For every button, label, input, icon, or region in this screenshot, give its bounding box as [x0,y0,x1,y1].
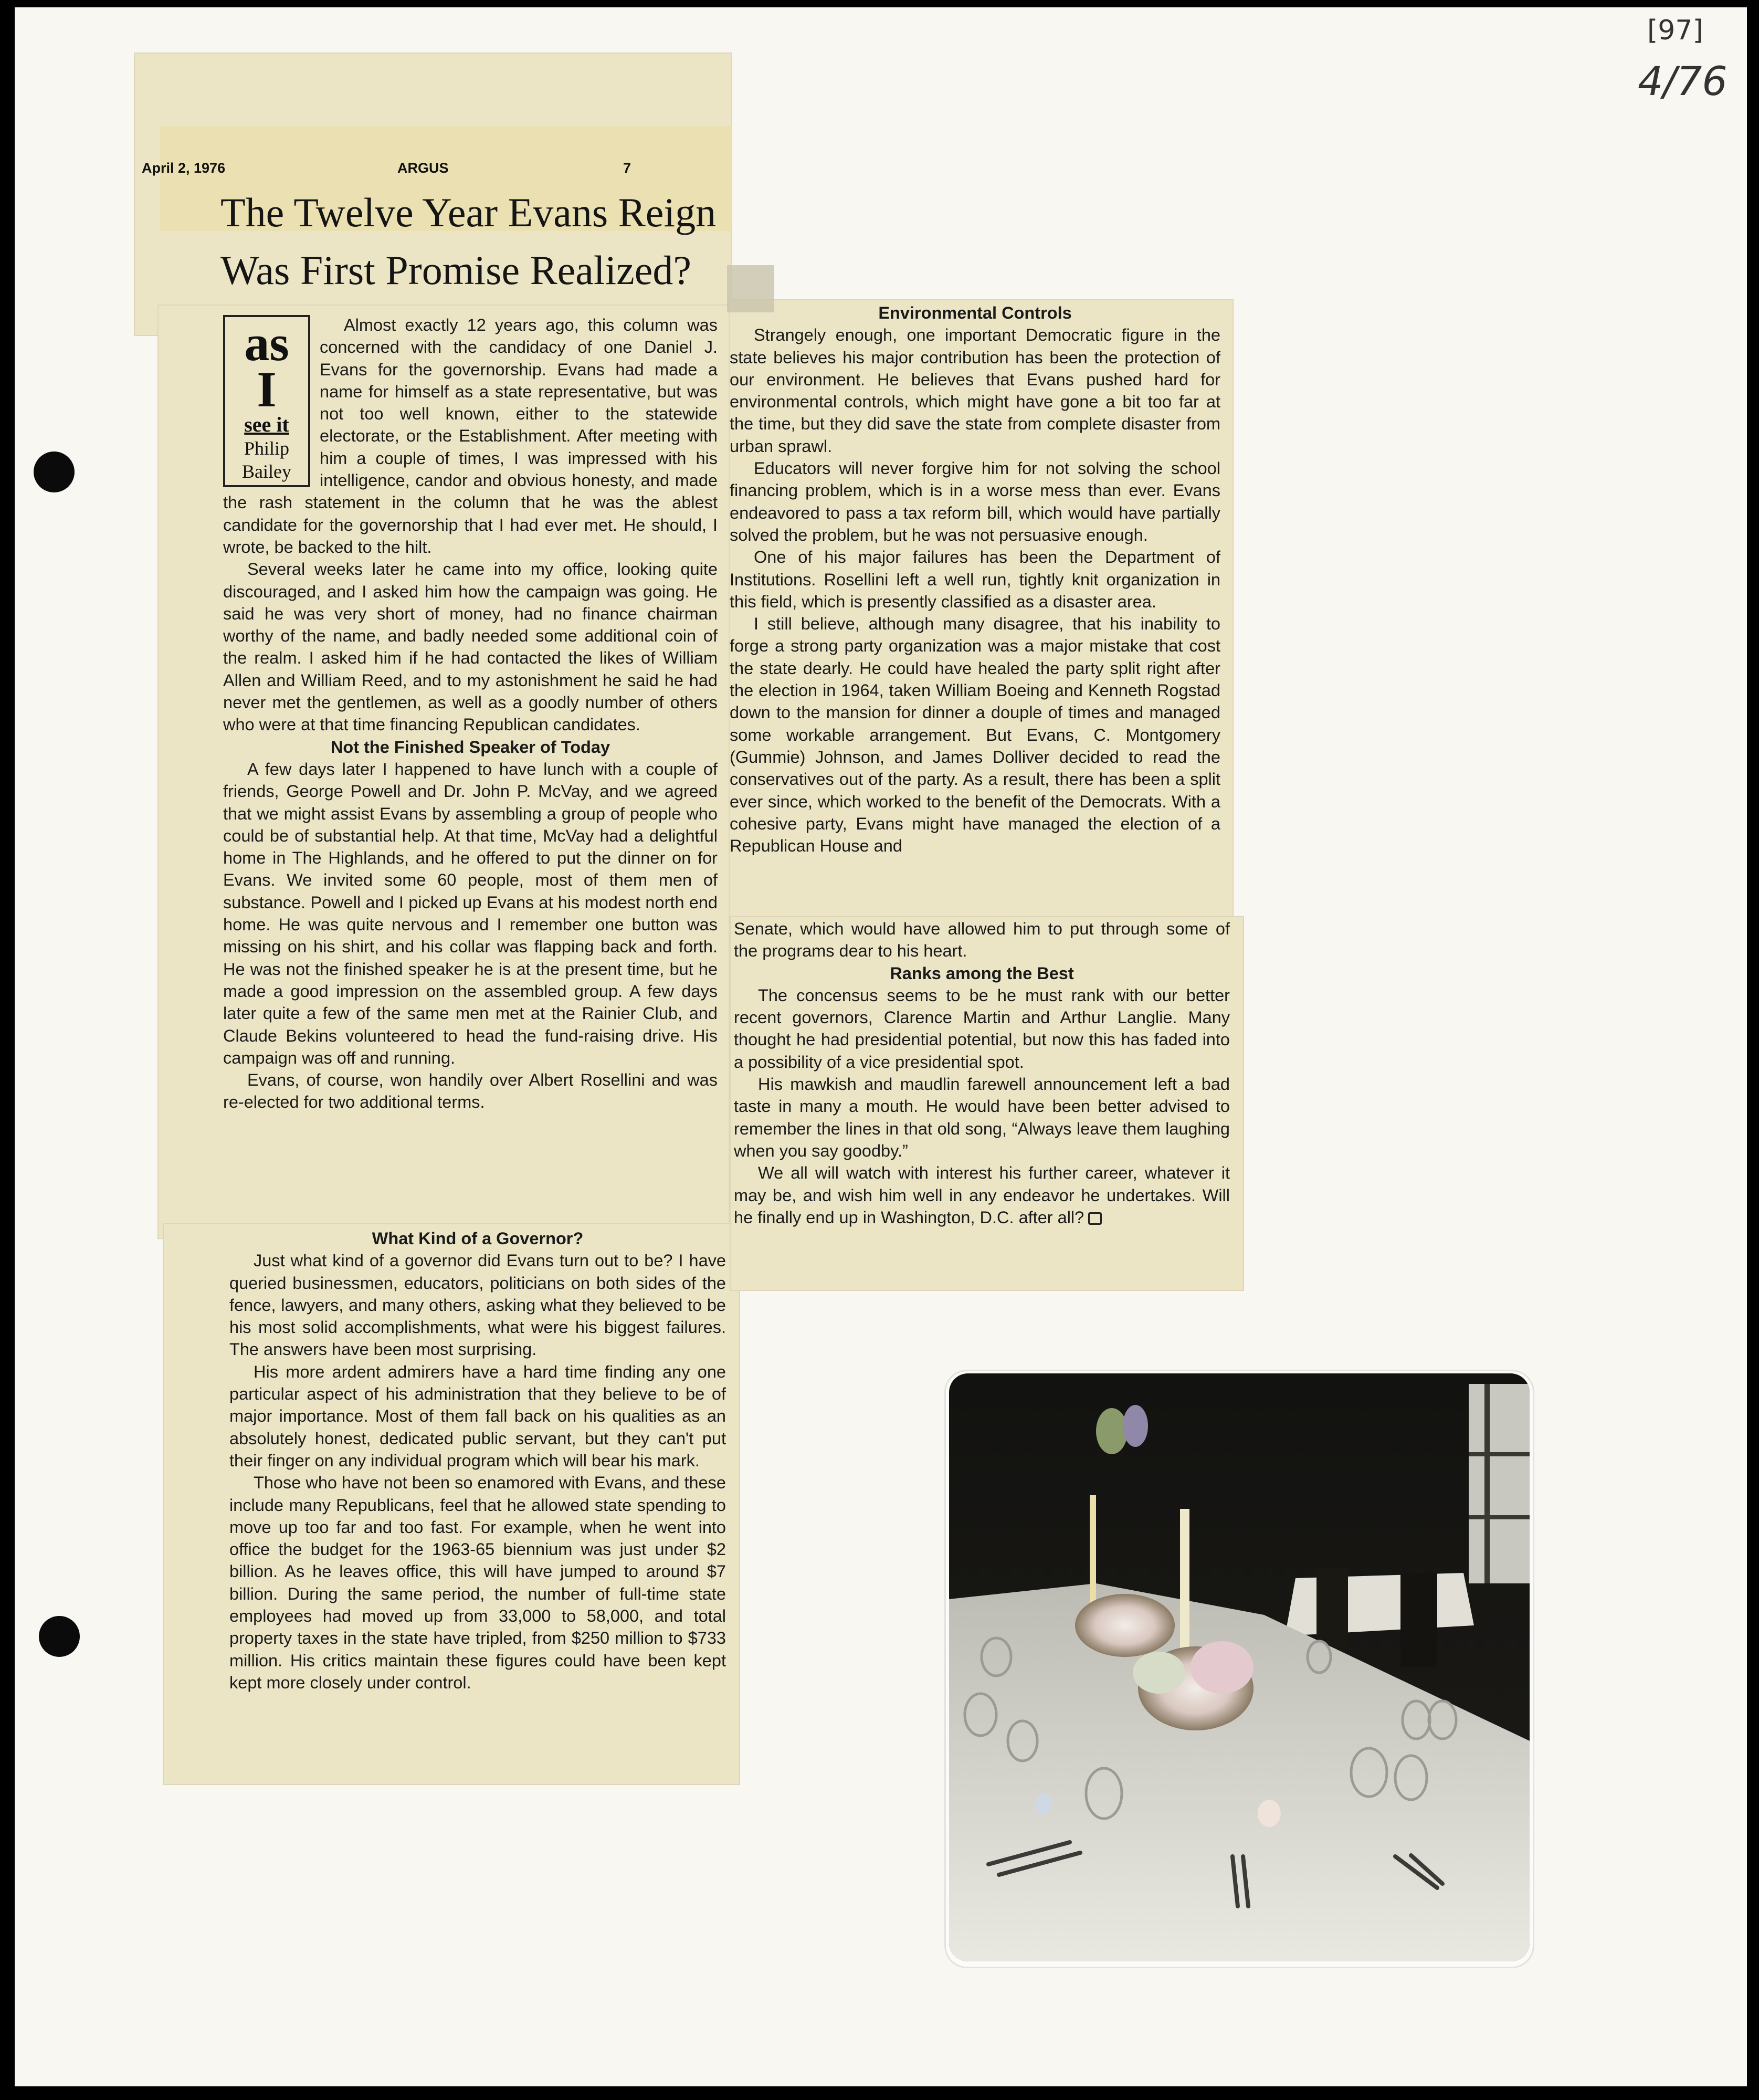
column-logo-box [223,315,310,487]
paragraph: One of his major failures has been the Department of Institutions. Rosellini left a well run, tightly knit organization in this field, which is presently classified as a disaster area. [730,548,1220,611]
dinner-table-photo [949,1373,1530,1961]
paragraph: Just what kind of a governor did Evans turn out to be? I have queried businessmen, educators, politicians on both sides of the fence, lawyers, and many others, asking what they believed to be his most solid accomplishments, what were his biggest failures. The answers have been most surprising. [229,1251,726,1359]
paragraph-text: We all will watch with interest his further career, whatever it may be, and wish him well in any endeavor he undertakes. Will he finally end up in Washington, D.C. after all? [734,1163,1230,1227]
masthead-publication: ARGUS [397,160,449,176]
paragraph: A few days later I happened to have lunch with a couple of friends, George Powell and Dr. John P. McVay, and we agreed that we might assist Evans by assembling a group of people who could be of substantial help. At that time, McVay had a delightful home in The Highlands, and he offered to put the dinner on for Evans. We invited some 60 people, most of them men of substance. Powell and I picked up Evans at his modest north end home. He was quite nervous and I remember one button was missing on his shirt, and his collar was flapping back and forth. He was not the finished speaker he is at the present time, but he made a good impression on the assembled group. A few days later quite a few of the same men met at the Rainier Club, and Claude Bekins volunteered to head the fund-raising drive. His campaign was off and running. [223,759,718,1067]
article-column-right-upper [730,302,1220,857]
column-author-first: Philip [244,438,290,459]
subhead: Not the Finished Speaker of Today [330,737,610,757]
article-column-right-lower [734,918,1230,1228]
paragraph: Several weeks later he came into my office, looking quite discouraged, and I asked him how the campaign was going. He said he was very short of money, had no finance chairman worthy of the name, and badly needed some additional coin of the realm. I asked him if he had contacted the likes of William Allen and William Reed, and to my astonishment he said he had never met the gentlemen, as well as a goodly number of others who were at that time financing Republican candidates. [223,560,718,734]
paragraph [734,1162,1230,1228]
subhead: Environmental Controls [878,303,1072,322]
subhead: Ranks among the Best [890,963,1074,983]
article-column-left-lower [229,1227,726,1694]
subhead: What Kind of a Governor? [372,1229,584,1248]
date-annotation: 4/76 [1638,58,1728,104]
article-column-left-upper [223,314,718,1114]
masthead-page: 7 [623,160,631,176]
binder-hole-top [34,452,75,492]
paragraph: The concensus seems to be he must rank with our better recent governors, Clarence Martin and Arthur Langlie. Many thought he had presidential potential, but now this has faded into a possibility of a vice presidential spot. [734,985,1230,1072]
paragraph: Strangely enough, one important Democratic figure in the state believes his major contribution has been the protection of our environment. He believes that Evans pushed hard for environmental controls, which might have gone a bit too far at the time, but they did save the state from complete disaster from urban sprawl. [730,326,1220,456]
column-logo-as: as [244,315,289,371]
paragraph: Educators will never forgive him for not solving the school financing problem, which is in a worse mess than ever. Evans endeavored to pass a tax reform bill, which would have partially solved the problem, but he was not persuasive enough. [730,459,1220,544]
paragraph: Senate, which would have allowed him to put through some of the programs dear to his heart. [734,919,1230,961]
headline-line2: Was First Promise Realized? [220,247,692,293]
paragraph: His mawkish and maudlin farewell announcement left a bad taste in many a mouth. He would have been better advised to remember the lines in that old song, “Always leave them laughing when you say goodby.” [734,1075,1230,1160]
paragraph: Evans, of course, won handily over Albert Rosellini and was re-elected for two additional terms. [223,1070,718,1112]
dinner-table-photo-image [949,1373,1530,1961]
paragraph: His more ardent admirers have a hard time finding any one particular aspect of his administration that they believe to be of major importance. Most of them fall back on his qualities as an absolutely honest, dedicated public servant, but they can't put their finger on any individual program which will bear his mark. [229,1362,726,1470]
column-logo-see-it: see it [244,413,289,436]
paragraph: I still believe, although many disagree, that his inability to forge a strong party organization was a major mistake that cost the state dearly. He could have healed the party split right after the election in 1964, taken William Boeing and Kenneth Rogstad down to the mansion for dinner a douple of times and managed some workable arrangement. But Evans, C. Montgomery (Gummie) Johnson, and James Dolliver decided to read the conservatives out of the party. As a result, there has been a split ever since, which worked to the benefit of the Democrats. With a cohesive party, Evans might have managed the election of a Republican House and [730,614,1220,856]
headline-line1: The Twelve Year Evans Reign [220,190,717,235]
binder-hole-bottom [39,1616,80,1657]
column-author-last: Bailey [242,461,291,482]
paragraph: Those who have not been so enamored with Evans, and these include many Republicans, feel that he allowed state spending to move up too far and too fast. For example, when he went into office the budget for the 1963-65 biennium was just under $2 billion. As he leaves office, this will have jumped to around $7 billion. During the same period, the number of full-time state employees had moved up from 33,000 to 58,000, and total property taxes in the state have tripled, from $250 million to $733 million. His critics maintain these figures could have been kept kept more closely under control. [229,1473,726,1692]
item-number-annotation: [97] [1647,15,1703,46]
end-of-article-icon [1088,1212,1102,1225]
column-logo-i: I [257,361,277,417]
masthead-date: April 2, 1976 [142,160,226,176]
paragraph: Almost exactly 12 years ago, this column was concerned with the candidacy of one Daniel J. Evans for the governorship. Evans had made a name for himself as a state representative, but was not too well known, either to the statewide electorate, or the Establishment. After meeting with him a couple of times, I was impressed with his intelligence, candor and obvious honesty, and made the rash statement in the column that he was the ablest candidate for the governorship that I had ever met. He should, I wrote, be backed to the hilt. [223,316,718,556]
